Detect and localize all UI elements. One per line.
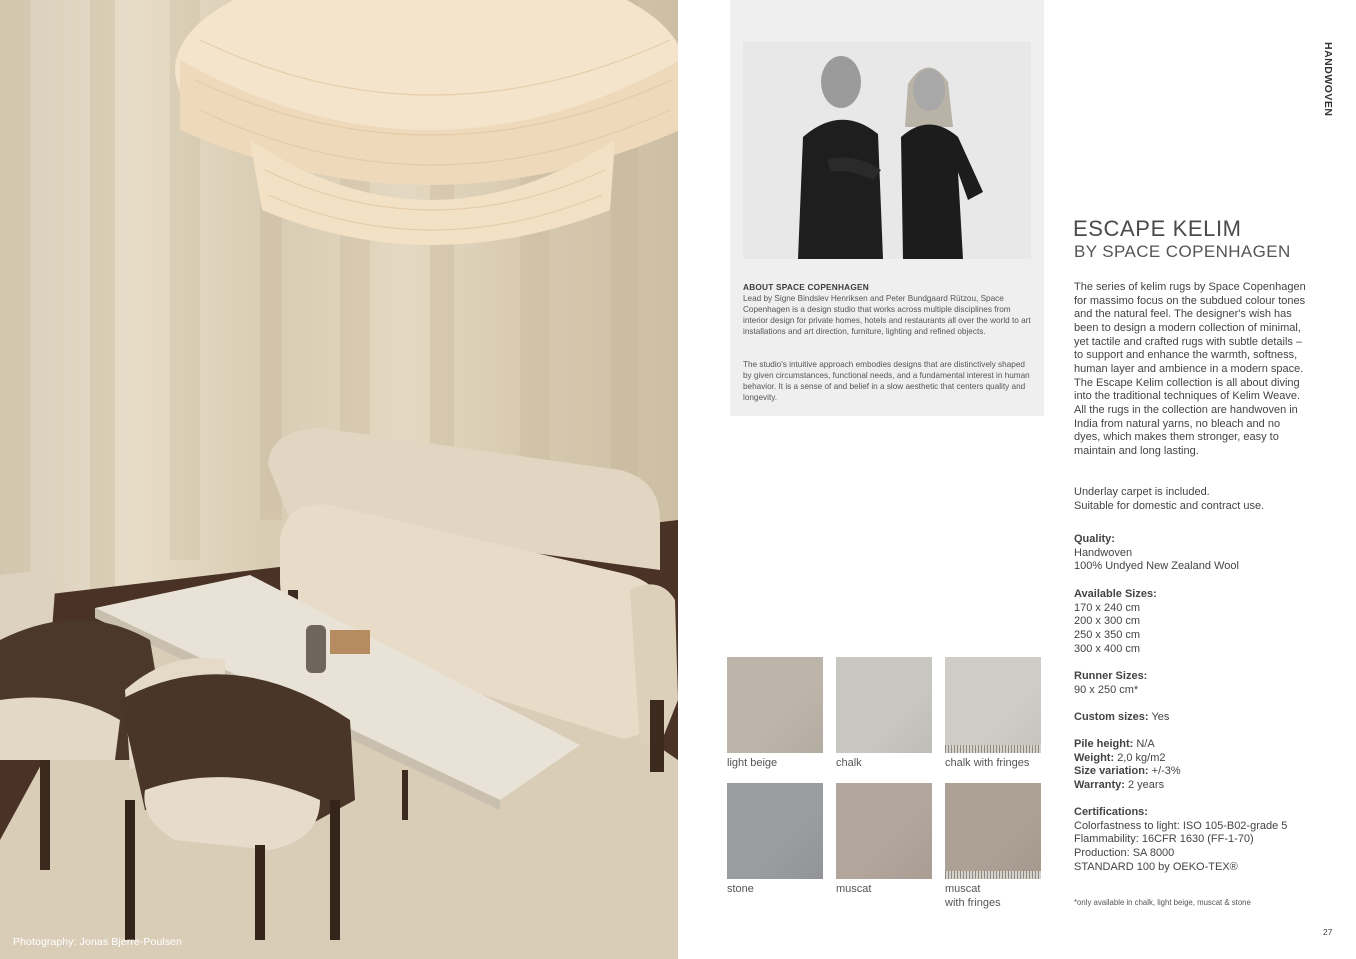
spec-line: STANDARD 100 by OEKO-TEX®: [1074, 860, 1238, 873]
spec-value: N/A: [1136, 738, 1155, 750]
swatch-label: muscat: [836, 883, 872, 895]
page-number: 27: [1323, 927, 1333, 937]
spec-details: [1074, 738, 1181, 793]
product-subtitle: BY SPACE COPENHAGEN: [1074, 242, 1291, 261]
spec-heading: Certifications:: [1074, 806, 1148, 818]
spec-quality: [1074, 533, 1239, 574]
section-tag: HANDWOVEN: [1322, 42, 1334, 117]
spec-heading: Warranty:: [1074, 778, 1125, 791]
usage-note: Suitable for domestic and contract use.: [1074, 500, 1265, 512]
about-paragraph-1: Lead by Signe Bindslev Henriksen and Peter Bundgaard Rützou, Space Copenhagen is a design studio that works across multiple disciplines from interior design for private homes, hotels and restaurants all over the world to art installations and art direction, furniture, lighting and refined objects.: [743, 294, 1031, 336]
spec-heading: Weight:: [1074, 751, 1115, 764]
spec-value: Yes: [1151, 711, 1170, 723]
designer-portrait: [743, 42, 1031, 259]
swatch-label: stone: [727, 883, 754, 895]
swatch-muscat-with-fringes[interactable]: [945, 783, 1041, 879]
swatch-chalk-with-fringes[interactable]: [945, 657, 1041, 753]
spec-line: 200 x 300 cm: [1074, 615, 1141, 628]
spec-heading: Available Sizes:: [1074, 588, 1157, 600]
spec-heading: Quality:: [1074, 533, 1115, 545]
fringe-edge: [945, 871, 1041, 879]
swatch-label: chalk: [836, 757, 862, 769]
photo-credit: Photography: Jonas Bjerre-Poulsen: [13, 936, 183, 948]
spec-line: Flammability: 16CFR 1630 (FF-1-70): [1074, 833, 1254, 846]
spec-heading: Runner Sizes:: [1074, 670, 1148, 682]
spec-line: 300 x 400 cm: [1074, 642, 1141, 655]
spec-line: 100% Undyed New Zealand Wool: [1074, 560, 1239, 573]
underlay-note: Underlay carpet is included.: [1074, 486, 1210, 498]
designer-portrait-illustration: [743, 42, 1031, 259]
product-title: ESCAPE KELIM: [1073, 216, 1242, 241]
spec-heading: Pile height:: [1074, 738, 1134, 750]
spec-value: 2,0 kg/m2: [1117, 751, 1166, 764]
spec-value: 2 years: [1128, 778, 1165, 791]
spec-line: Handwoven: [1074, 546, 1133, 559]
spec-line: 90 x 250 cm*: [1074, 683, 1139, 696]
swatch-stone[interactable]: [727, 783, 823, 879]
spec-custom: [1074, 711, 1169, 725]
product-description: The series of kelim rugs by Space Copenhagen for massimo focus on the subdued colour tones and the natural feel. The designer's wish has been to design a modern collection of minimal, yet tactile and crafted rugs with subtle details – to support and enhance the warmth, softness, human layer and ambience in a modern space. The Escape Kelim collection is all about diving into the traditional techniques of Kelim Weave. All the rugs in the collection are handwoven in India from natural yarns, no bleach and no dyes, which makes them stronger, easy to maintain and long lasting.: [1074, 281, 1306, 457]
spec-line: Production: SA 8000: [1074, 846, 1175, 859]
spec-line: Colorfastness to light: ISO 105-B02-grade 5: [1074, 819, 1288, 832]
spec-heading: Size variation:: [1074, 765, 1149, 778]
about-paragraph-2: The studio's intuitive approach embodies designs that are distinctively shaped by given circumstances, functional needs, and a fundamental interest in human behavior. It is a sense of and belief in a slow aesthetic that centers quality and longevity.: [743, 360, 1030, 402]
about-designer-box: [730, 0, 1044, 416]
swatch-label: chalk with fringes: [945, 757, 1030, 769]
fringe-edge: [945, 745, 1041, 753]
swatch-light-beige[interactable]: [727, 657, 823, 753]
spec-heading: Custom sizes:: [1074, 711, 1149, 723]
swatch-label: light beige: [727, 757, 778, 769]
spec-line: 250 x 350 cm: [1074, 628, 1141, 641]
swatch-label: muscat with fringes: [945, 883, 1001, 909]
paper-lamp: [175, 0, 678, 245]
spec-line: 170 x 240 cm: [1074, 601, 1141, 614]
spec-runner: [1074, 670, 1147, 697]
swatch-chalk[interactable]: [836, 657, 932, 753]
spec-value: +/-3%: [1151, 765, 1181, 778]
spec-certifications: [1074, 806, 1287, 874]
footnote: *only available in chalk, light beige, muscat & stone: [1074, 898, 1251, 907]
swatch-muscat[interactable]: [836, 783, 932, 879]
spec-sizes: [1074, 588, 1157, 656]
about-title: ABOUT SPACE COPENHAGEN: [743, 282, 869, 292]
